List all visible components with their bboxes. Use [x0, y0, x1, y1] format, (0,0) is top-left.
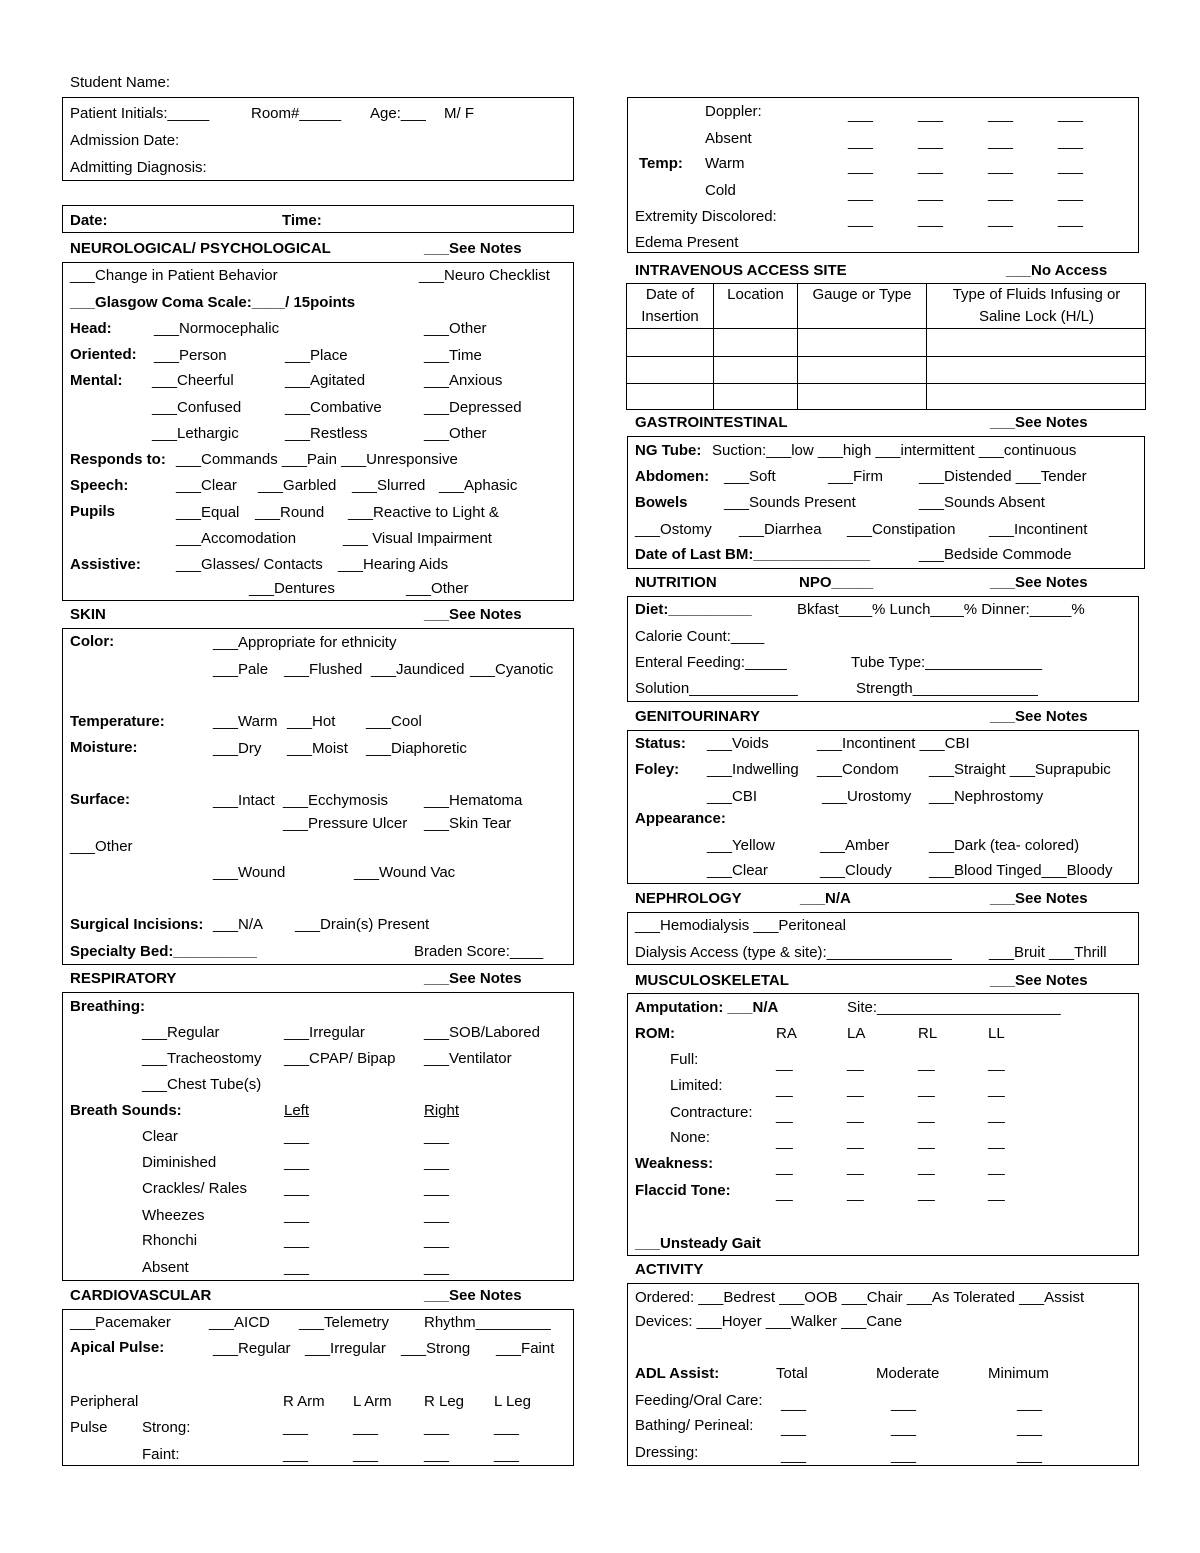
enteral-feeding-field[interactable]: Enteral Feeding:_____	[635, 654, 787, 671]
mental-label: Mental:	[70, 372, 123, 389]
skin-hot-checkbox[interactable]: ___Hot	[287, 713, 336, 730]
time-field[interactable]: Time:	[282, 212, 322, 229]
skin-warm-checkbox[interactable]: ___Warm	[213, 713, 278, 730]
dentures-checkbox[interactable]: ___Dentures	[249, 580, 335, 597]
assistive-other-checkbox[interactable]: ___Other	[406, 580, 469, 597]
sound-label: Wheezes	[142, 1207, 205, 1224]
musculo-box	[627, 993, 1139, 1256]
cardio-see-notes[interactable]: ___See Notes	[424, 1287, 522, 1304]
cpap-checkbox[interactable]: ___CPAP/ Bipap	[284, 1050, 396, 1067]
skin-see-notes[interactable]: ___See Notes	[424, 606, 522, 623]
accomodation-checkbox[interactable]: ___Accomodation	[176, 530, 297, 547]
pulse-label: Pulse	[70, 1419, 108, 1436]
rom-blank[interactable]: __	[918, 1081, 935, 1098]
l-arm-header: L Arm	[353, 1393, 392, 1410]
feeding-label: Feeding/Oral Care:	[635, 1392, 763, 1409]
flaccid-tone-label: Flaccid Tone:	[635, 1182, 731, 1199]
l-leg-header: L Leg	[494, 1393, 531, 1410]
rom-blank[interactable]: __	[776, 1185, 793, 1202]
r-leg-header: R Leg	[424, 1393, 465, 1410]
nephro-na-checkbox[interactable]: ___N/A	[800, 890, 851, 907]
tube-type-field[interactable]: Tube Type:______________	[851, 654, 1043, 671]
cv-blank[interactable]: ___	[988, 185, 1014, 202]
iv-header-location: Location	[727, 286, 784, 303]
sound-right-blank[interactable]: ___	[424, 1259, 450, 1276]
cv-blank[interactable]: ___	[988, 158, 1014, 175]
soft-checkbox[interactable]: ___Soft	[724, 468, 776, 485]
cbi-checkbox[interactable]: ___CBI	[707, 788, 758, 805]
flushed-checkbox[interactable]: ___Flushed	[284, 661, 363, 678]
oriented-label: Oriented:	[70, 346, 137, 363]
peripheral-label: Peripheral	[70, 1393, 139, 1410]
cv-blank[interactable]: ___	[848, 133, 874, 150]
gu-title: GENITOURINARY	[635, 708, 761, 725]
rom-blank[interactable]: __	[918, 1133, 935, 1150]
ll-header: LL	[988, 1025, 1005, 1042]
glasses-checkbox[interactable]: ___Glasses/ Contacts	[176, 556, 323, 573]
aicd-checkbox[interactable]: ___AICD	[209, 1314, 270, 1331]
cv-blank[interactable]: ___	[1058, 133, 1084, 150]
round-checkbox[interactable]: ___Round	[255, 504, 325, 521]
ostomy-checkbox[interactable]: ___Ostomy	[635, 521, 712, 538]
strength-field[interactable]: Strength_______________	[856, 680, 1038, 697]
bowels-label: Bowels	[635, 494, 688, 511]
adl-blank[interactable]: ___	[891, 1420, 917, 1437]
gu-box	[627, 730, 1139, 884]
agitated-checkbox[interactable]: ___Agitated	[285, 372, 366, 389]
adl-blank[interactable]: ___	[891, 1395, 917, 1412]
warm-label: Warm	[705, 155, 745, 172]
apical-irregular-checkbox[interactable]: ___Irregular	[305, 1340, 386, 1357]
pupils-label: Pupils	[70, 503, 116, 520]
apical-faint-checkbox[interactable]: ___Faint	[496, 1340, 555, 1357]
pulse-blank[interactable]: ___	[283, 1419, 309, 1436]
extremity-discolored-label: Extremity Discolored:	[635, 208, 777, 225]
braden-score-field[interactable]: Braden Score:____	[414, 943, 544, 960]
dark-checkbox[interactable]: ___Dark (tea- colored)	[929, 837, 1080, 854]
rom-blank[interactable]: __	[988, 1055, 1005, 1072]
adl-blank[interactable]: ___	[1017, 1395, 1043, 1412]
dressing-label: Dressing:	[635, 1444, 699, 1461]
nutrition-title: NUTRITION	[635, 574, 717, 591]
sound-right-blank[interactable]: ___	[424, 1232, 450, 1249]
solution-field[interactable]: Solution_____________	[635, 680, 798, 697]
rom-blank[interactable]: __	[776, 1107, 793, 1124]
neuro-title: NEUROLOGICAL/ PSYCHOLOGICAL	[70, 240, 331, 257]
appropriate-checkbox[interactable]: ___Appropriate for ethnicity	[213, 634, 397, 651]
cardio-title: CARDIOVASCULAR	[70, 1287, 212, 1304]
apical-strong-checkbox[interactable]: ___Strong	[401, 1340, 471, 1357]
urostomy-checkbox[interactable]: ___Urostomy	[822, 788, 912, 805]
equal-checkbox[interactable]: ___Equal	[176, 504, 240, 521]
cheerful-checkbox[interactable]: ___Cheerful	[152, 372, 234, 389]
cv-blank[interactable]: ___	[988, 133, 1014, 150]
pacemaker-checkbox[interactable]: ___Pacemaker	[70, 1314, 171, 1331]
restless-checkbox[interactable]: ___Restless	[285, 425, 368, 442]
cv-blank[interactable]: ___	[918, 237, 944, 254]
adl-blank[interactable]: ___	[1017, 1420, 1043, 1437]
apical-pulse-label: Apical Pulse:	[70, 1339, 165, 1356]
last-bm-field[interactable]: Date of Last BM:______________	[635, 546, 871, 563]
cv-blank[interactable]: ___	[918, 185, 944, 202]
resp-title: RESPIRATORY	[70, 970, 177, 987]
garbled-checkbox[interactable]: ___Garbled	[258, 477, 337, 494]
sound-label: Clear	[142, 1128, 178, 1145]
sound-left-blank[interactable]: ___	[284, 1259, 310, 1276]
apical-regular-checkbox[interactable]: ___Regular	[213, 1340, 291, 1357]
sob-checkbox[interactable]: ___SOB/Labored	[424, 1024, 540, 1041]
musculo-title: MUSCULOSKELETAL	[635, 972, 789, 989]
nephro-see-notes[interactable]: ___See Notes	[990, 890, 1088, 907]
surgical-na-checkbox[interactable]: ___N/A	[213, 916, 264, 933]
wound-vac-checkbox[interactable]: ___Wound Vac	[354, 864, 456, 881]
iv-header-fluids-2: Saline Lock (H/L)	[978, 308, 1095, 325]
bruit-thrill-checkbox[interactable]: ___Bruit ___Thrill	[989, 944, 1107, 961]
amber-checkbox[interactable]: ___Amber	[820, 837, 890, 854]
rom-row-label: None:	[670, 1129, 711, 1146]
ng-tube-label: NG Tube:	[635, 442, 702, 459]
rom-blank[interactable]: __	[918, 1159, 935, 1176]
cv-blank[interactable]: ___	[848, 158, 874, 175]
cold-label: Cold	[705, 182, 736, 199]
firm-checkbox[interactable]: ___Firm	[828, 468, 884, 485]
pale-checkbox[interactable]: ___Pale	[213, 661, 269, 678]
faint-row-label: Faint:	[142, 1446, 180, 1463]
rom-blank[interactable]: __	[988, 1133, 1005, 1150]
iv-header-gauge: Gauge or Type	[812, 286, 912, 303]
rom-blank[interactable]: __	[847, 1185, 864, 1202]
sound-left-blank[interactable]: ___	[284, 1154, 310, 1171]
npo-field[interactable]: NPO_____	[799, 574, 874, 591]
adl-blank[interactable]: ___	[781, 1395, 807, 1412]
activity-title: ACTIVITY	[635, 1261, 704, 1278]
student-name-label: Student Name:	[70, 74, 171, 91]
breath-sounds-label: Breath Sounds:	[70, 1102, 182, 1119]
normocephalic-checkbox[interactable]: ___Normocephalic	[154, 320, 280, 337]
depressed-checkbox[interactable]: ___Depressed	[424, 399, 522, 416]
amputation-site-field[interactable]: Site:______________________	[847, 999, 1061, 1016]
responds-options[interactable]: ___Commands ___Pain ___Unresponsive	[176, 451, 458, 468]
ecchymosis-checkbox[interactable]: ___Ecchymosis	[283, 792, 389, 809]
resp-see-notes[interactable]: ___See Notes	[424, 970, 522, 987]
moist-checkbox[interactable]: ___Moist	[287, 740, 348, 757]
change-behavior-checkbox[interactable]: ___Change in Patient Behavior	[70, 267, 278, 284]
breath-left-header: Left	[284, 1102, 310, 1119]
cv-blank[interactable]: ___	[848, 106, 874, 123]
sound-left-blank[interactable]: ___	[284, 1232, 310, 1249]
cv-blank[interactable]: ___	[1058, 185, 1084, 202]
rom-row-label: Full:	[670, 1051, 699, 1068]
rom-row-label: Contracture:	[670, 1104, 753, 1121]
cyanotic-checkbox[interactable]: ___Cyanotic	[470, 661, 554, 678]
pulse-blank[interactable]: ___	[353, 1419, 379, 1436]
sound-label: Crackles/ Rales	[142, 1180, 248, 1197]
cv-blank[interactable]: ___	[988, 106, 1014, 123]
head-label: Head:	[70, 320, 112, 337]
abdomen-label: Abdomen:	[635, 468, 710, 485]
la-header: LA	[847, 1025, 866, 1042]
color-label: Color:	[70, 633, 115, 650]
doppler-label: Doppler:	[705, 103, 762, 120]
adl-blank[interactable]: ___	[781, 1420, 807, 1437]
bedside-commode-checkbox[interactable]: ___Bedside Commode	[919, 546, 1072, 563]
cv-blank[interactable]: ___	[988, 237, 1014, 254]
nutrition-see-notes[interactable]: ___See Notes	[990, 574, 1088, 591]
cardio-box	[62, 1309, 574, 1466]
unsteady-gait-checkbox[interactable]: ___Unsteady Gait	[635, 1235, 761, 1252]
cv-blank[interactable]: ___	[848, 211, 874, 228]
anxious-checkbox[interactable]: ___Anxious	[424, 372, 503, 389]
pressure-ulcer-checkbox[interactable]: ___Pressure Ulcer	[283, 815, 408, 832]
temp-label: Temp:	[639, 155, 683, 172]
sound-label: Absent	[142, 1259, 189, 1276]
status-label: Status:	[635, 735, 686, 752]
gi-see-notes[interactable]: ___See Notes	[990, 414, 1088, 431]
skin-cool-checkbox[interactable]: ___Cool	[366, 713, 422, 730]
iv-title: INTRAVENOUS ACCESS SITE	[635, 262, 847, 279]
date-field[interactable]: Date:	[70, 212, 108, 229]
adl-blank[interactable]: ___	[1017, 1447, 1043, 1464]
constipation-checkbox[interactable]: ___Constipation	[847, 521, 956, 538]
yellow-checkbox[interactable]: ___Yellow	[707, 837, 775, 854]
gu-see-notes[interactable]: ___See Notes	[990, 708, 1088, 725]
jaundiced-checkbox[interactable]: ___Jaundiced	[371, 661, 465, 678]
rom-blank[interactable]: __	[776, 1133, 793, 1150]
lethargic-checkbox[interactable]: ___Lethargic	[152, 425, 239, 442]
amputation-field[interactable]: Amputation: ___N/A	[635, 999, 779, 1016]
room-field[interactable]: Room#_____	[251, 105, 342, 122]
rom-blank[interactable]: __	[847, 1107, 864, 1124]
adl-blank[interactable]: ___	[781, 1447, 807, 1464]
specialty-bed-field[interactable]: Specialty Bed:__________	[70, 943, 257, 960]
minimum-header: Minimum	[988, 1365, 1049, 1382]
breathing-irregular-checkbox[interactable]: ___Irregular	[284, 1024, 365, 1041]
rom-blank[interactable]: __	[776, 1159, 793, 1176]
patient-initials-field[interactable]: Patient Initials:_____	[70, 105, 210, 122]
sound-left-blank[interactable]: ___	[284, 1128, 310, 1145]
admitting-diagnosis-field[interactable]: Admitting Diagnosis:	[70, 159, 207, 176]
temperature-label: Temperature:	[70, 713, 165, 730]
foley-label: Foley:	[635, 761, 680, 778]
diet-field[interactable]: Diet:__________	[635, 601, 752, 618]
rom-blank[interactable]: __	[918, 1107, 935, 1124]
rom-blank[interactable]: __	[918, 1055, 935, 1072]
intact-checkbox[interactable]: ___Intact	[213, 792, 275, 809]
slurred-checkbox[interactable]: ___Slurred	[352, 477, 426, 494]
pulse-blank[interactable]: ___	[494, 1419, 520, 1436]
surgical-label: Surgical Incisions:	[70, 916, 204, 933]
surface-other-checkbox[interactable]: ___Other	[70, 838, 133, 855]
sound-left-blank[interactable]: ___	[284, 1180, 310, 1197]
cv-blank[interactable]: ___	[1058, 211, 1084, 228]
pulse-blank[interactable]: ___	[283, 1446, 309, 1463]
total-header: Total	[776, 1365, 808, 1382]
neuro-see-notes[interactable]: ___See Notes	[424, 240, 522, 257]
sound-label: Diminished	[142, 1154, 217, 1171]
breathing-regular-checkbox[interactable]: ___Regular	[142, 1024, 220, 1041]
ordered-options[interactable]: Ordered: ___Bedrest ___OOB ___Chair ___As Tolerated ___Assist	[635, 1289, 1085, 1306]
skin-title: SKIN	[70, 606, 106, 623]
appearance-label: Appearance:	[635, 810, 726, 827]
drain-checkbox[interactable]: ___Drain(s) Present	[295, 916, 430, 933]
rom-blank[interactable]: __	[847, 1159, 864, 1176]
rom-blank[interactable]: __	[776, 1055, 793, 1072]
tracheostomy-checkbox[interactable]: ___Tracheostomy	[142, 1050, 262, 1067]
iv-header-date-2: Insertion	[641, 308, 699, 325]
gu-incontinent-checkbox[interactable]: ___Incontinent ___CBI	[817, 735, 970, 752]
cv-blank[interactable]: ___	[988, 211, 1014, 228]
dialysis-access-field[interactable]: Dialysis Access (type & site):_______________	[635, 944, 952, 961]
edema-label: Edema Present	[635, 234, 739, 251]
diaphoretic-checkbox[interactable]: ___Diaphoretic	[366, 740, 467, 757]
glasgow-field[interactable]: ___Glasgow Coma Scale:____/ 15points	[70, 294, 356, 311]
iv-header-date: Date of	[645, 286, 695, 303]
straight-suprapubic-checkbox[interactable]: ___Straight ___Suprapubic	[929, 761, 1111, 778]
rom-blank[interactable]: __	[847, 1055, 864, 1072]
rom-blank[interactable]: __	[988, 1185, 1005, 1202]
adl-assist-label: ADL Assist:	[635, 1365, 720, 1382]
telemetry-checkbox[interactable]: ___Telemetry	[299, 1314, 390, 1331]
cv-blank[interactable]: ___	[918, 158, 944, 175]
visual-impairment-checkbox[interactable]: ___ Visual Impairment	[343, 530, 492, 547]
bathing-label: Bathing/ Perineal:	[635, 1417, 754, 1434]
rl-header: RL	[918, 1025, 938, 1042]
sound-label: Rhonchi	[142, 1232, 198, 1249]
responds-label: Responds to:	[70, 451, 166, 468]
pulse-blank[interactable]: ___	[353, 1446, 379, 1463]
rom-blank[interactable]: __	[847, 1081, 864, 1098]
sounds-present-checkbox[interactable]: ___Sounds Present	[724, 494, 856, 511]
cv-blank[interactable]: ___	[1058, 158, 1084, 175]
speech-label: Speech:	[70, 477, 129, 494]
ra-header: RA	[776, 1025, 797, 1042]
r-arm-header: R Arm	[283, 1393, 325, 1410]
neuro-checklist-checkbox[interactable]: ___Neuro Checklist	[419, 267, 550, 284]
chest-tube-checkbox[interactable]: ___Chest Tube(s)	[142, 1076, 262, 1093]
musculo-see-notes[interactable]: ___See Notes	[990, 972, 1088, 989]
surface-label: Surface:	[70, 791, 131, 808]
sound-right-blank[interactable]: ___	[424, 1207, 450, 1224]
iv-row-divider	[626, 328, 1146, 329]
cv-blank[interactable]: ___	[1058, 106, 1084, 123]
iv-row-divider	[626, 356, 1146, 357]
cv-blank[interactable]: ___	[848, 237, 874, 254]
urine-clear-checkbox[interactable]: ___Clear	[707, 862, 768, 879]
iv-row-divider	[626, 383, 1146, 384]
hematoma-checkbox[interactable]: ___Hematoma	[424, 792, 523, 809]
gi-title: GASTROINTESTINAL	[635, 414, 788, 431]
condom-checkbox[interactable]: ___Condom	[817, 761, 899, 778]
rom-blank[interactable]: __	[988, 1159, 1005, 1176]
cv-blank[interactable]: ___	[918, 106, 944, 123]
pulse-blank[interactable]: ___	[494, 1446, 520, 1463]
place-checkbox[interactable]: ___Place	[285, 347, 348, 364]
aphasic-checkbox[interactable]: ___Aphasic	[439, 477, 518, 494]
person-checkbox[interactable]: ___Person	[154, 347, 227, 364]
distended-tender-checkbox[interactable]: ___Distended ___Tender	[919, 468, 1087, 485]
calorie-count-field[interactable]: Calorie Count:____	[635, 628, 765, 645]
indwelling-checkbox[interactable]: ___Indwelling	[707, 761, 799, 778]
nephro-title: NEPHROLOGY	[635, 890, 742, 907]
breath-right-header: Right	[424, 1102, 460, 1119]
rhythm-field[interactable]: Rhythm_________	[424, 1314, 551, 1331]
sound-left-blank[interactable]: ___	[284, 1207, 310, 1224]
rom-blank[interactable]: __	[776, 1081, 793, 1098]
rom-label: ROM:	[635, 1025, 675, 1042]
iv-header-fluids: Type of Fluids Infusing or	[952, 286, 1121, 303]
strong-row-label: Strong:	[142, 1419, 191, 1436]
blood-tinged-checkbox[interactable]: ___Blood Tinged___Bloody	[929, 862, 1113, 879]
dialysis-type-checkbox[interactable]: ___Hemodialysis ___Peritoneal	[635, 917, 846, 934]
rom-row-label: Limited:	[670, 1077, 723, 1094]
adl-blank[interactable]: ___	[891, 1447, 917, 1464]
cv-blank[interactable]: ___	[918, 211, 944, 228]
no-access-checkbox[interactable]: ___No Access	[1006, 262, 1108, 279]
cv-blank[interactable]: ___	[848, 185, 874, 202]
admission-date-field[interactable]: Admission Date:	[70, 132, 180, 149]
weakness-label: Weakness:	[635, 1155, 714, 1172]
combative-checkbox[interactable]: ___Combative	[285, 399, 382, 416]
sex-field[interactable]: M/ F	[444, 105, 474, 122]
nephrostomy-checkbox[interactable]: ___Nephrostomy	[929, 788, 1044, 805]
moderate-header: Moderate	[876, 1365, 940, 1382]
sound-right-blank[interactable]: ___	[424, 1154, 450, 1171]
assistive-label: Assistive:	[70, 556, 141, 573]
moisture-label: Moisture:	[70, 739, 138, 756]
sounds-absent-checkbox[interactable]: ___Sounds Absent	[919, 494, 1045, 511]
confused-checkbox[interactable]: ___Confused	[152, 399, 242, 416]
pulse-blank[interactable]: ___	[424, 1419, 450, 1436]
sound-right-blank[interactable]: ___	[424, 1180, 450, 1197]
breathing-label: Breathing:	[70, 998, 145, 1015]
incontinent-checkbox[interactable]: ___Incontinent	[989, 521, 1088, 538]
meals-field[interactable]: Bkfast____% Lunch____% Dinner:_____%	[797, 601, 1085, 618]
time-checkbox[interactable]: ___Time	[424, 347, 482, 364]
dry-checkbox[interactable]: ___Dry	[213, 740, 262, 757]
sound-right-blank[interactable]: ___	[424, 1128, 450, 1145]
devices-options[interactable]: Devices: ___Hoyer ___Walker ___Cane	[635, 1313, 903, 1330]
speech-clear-checkbox[interactable]: ___Clear	[176, 477, 237, 494]
reactive-checkbox[interactable]: ___Reactive to Light &	[348, 504, 499, 521]
rom-blank[interactable]: __	[918, 1185, 935, 1202]
rom-blank[interactable]: __	[847, 1133, 864, 1150]
absent-label: Absent	[705, 130, 752, 147]
age-field[interactable]: Age:___	[370, 105, 426, 122]
cv-blank[interactable]: ___	[1058, 237, 1084, 254]
rom-blank[interactable]: __	[988, 1107, 1005, 1124]
hearing-aids-checkbox[interactable]: ___Hearing Aids	[338, 556, 449, 573]
diarrhea-checkbox[interactable]: ___Diarrhea	[739, 521, 822, 538]
pulse-blank[interactable]: ___	[424, 1446, 450, 1463]
ventilator-checkbox[interactable]: ___Ventilator	[424, 1050, 512, 1067]
wound-checkbox[interactable]: ___Wound	[213, 864, 286, 881]
cv-blank[interactable]: ___	[918, 133, 944, 150]
voids-checkbox[interactable]: ___Voids	[707, 735, 769, 752]
mental-other-checkbox[interactable]: ___Other	[424, 425, 487, 442]
ng-suction-options[interactable]: Suction:___low ___high ___intermittent ___continuous	[712, 442, 1077, 459]
rom-blank[interactable]: __	[988, 1081, 1005, 1098]
cloudy-checkbox[interactable]: ___Cloudy	[820, 862, 892, 879]
head-other-checkbox[interactable]: ___Other	[424, 320, 487, 337]
skin-tear-checkbox[interactable]: ___Skin Tear	[424, 815, 512, 832]
